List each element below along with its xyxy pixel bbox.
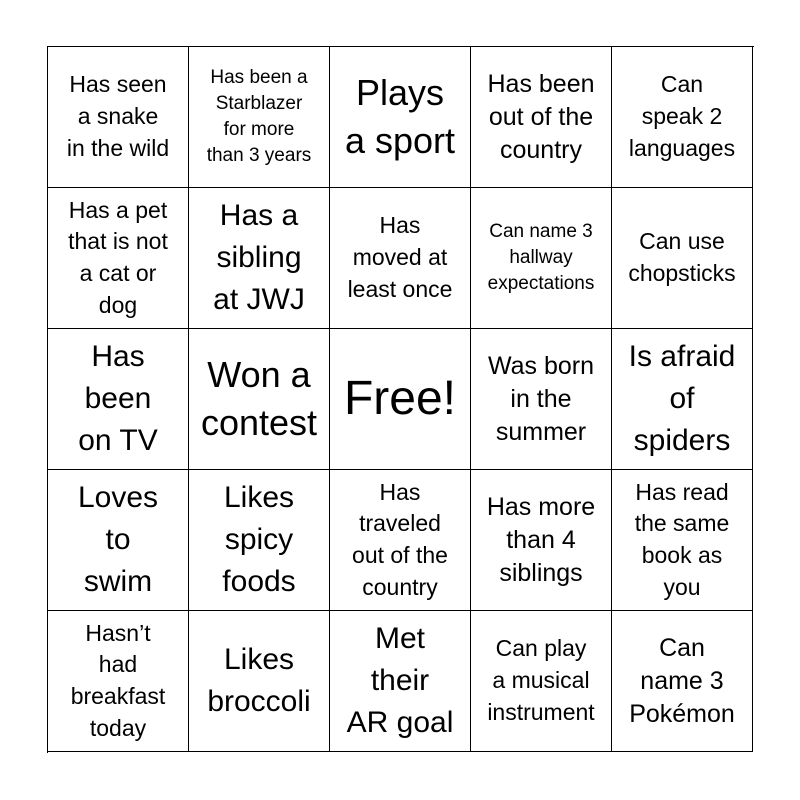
bingo-cell-r1c2[interactable]: Has been a Starblazer for more than 3 years [189, 47, 330, 188]
bingo-cell-r5c5[interactable]: Can name 3 Pokémon [612, 611, 753, 752]
bingo-cell-r2c4[interactable]: Can name 3 hallway expectations [471, 188, 612, 329]
bingo-cell-r2c5[interactable]: Can use chopsticks [612, 188, 753, 329]
bingo-cell-r1c5[interactable]: Can speak 2 languages [612, 47, 753, 188]
bingo-cell-r2c1[interactable]: Has a pet that is not a cat or dog [48, 188, 189, 329]
bingo-cell-r4c3[interactable]: Has traveled out of the country [330, 470, 471, 611]
bingo-cell-r4c4[interactable]: Has more than 4 siblings [471, 470, 612, 611]
bingo-board [47, 46, 754, 753]
bingo-cell-r4c5[interactable]: Has read the same book as you [612, 470, 753, 611]
bingo-cell-r1c1[interactable]: Has seen a snake in the wild [48, 47, 189, 188]
bingo-cell-r2c3[interactable]: Has moved at least once [330, 188, 471, 329]
bingo-cell-r1c4[interactable]: Has been out of the country [471, 47, 612, 188]
bingo-cell-free[interactable]: Free! [330, 329, 471, 470]
bingo-cell-r3c1[interactable]: Has been on TV [48, 329, 189, 470]
bingo-cell-r1c3[interactable]: Plays a sport [330, 47, 471, 188]
bingo-cell-r5c2[interactable]: Likes broccoli [189, 611, 330, 752]
bingo-cell-r3c5[interactable]: Is afraid of spiders [612, 329, 753, 470]
bingo-cell-r4c2[interactable]: Likes spicy foods [189, 470, 330, 611]
bingo-cell-r5c1[interactable]: Hasn’t had breakfast today [48, 611, 189, 752]
bingo-cell-r5c4[interactable]: Can play a musical instrument [471, 611, 612, 752]
bingo-cell-r2c2[interactable]: Has a sibling at JWJ [189, 188, 330, 329]
bingo-cell-r3c2[interactable]: Won a contest [189, 329, 330, 470]
bingo-cell-r5c3[interactable]: Met their AR goal [330, 611, 471, 752]
bingo-cell-r3c4[interactable]: Was born in the summer [471, 329, 612, 470]
bingo-cell-r4c1[interactable]: Loves to swim [48, 470, 189, 611]
